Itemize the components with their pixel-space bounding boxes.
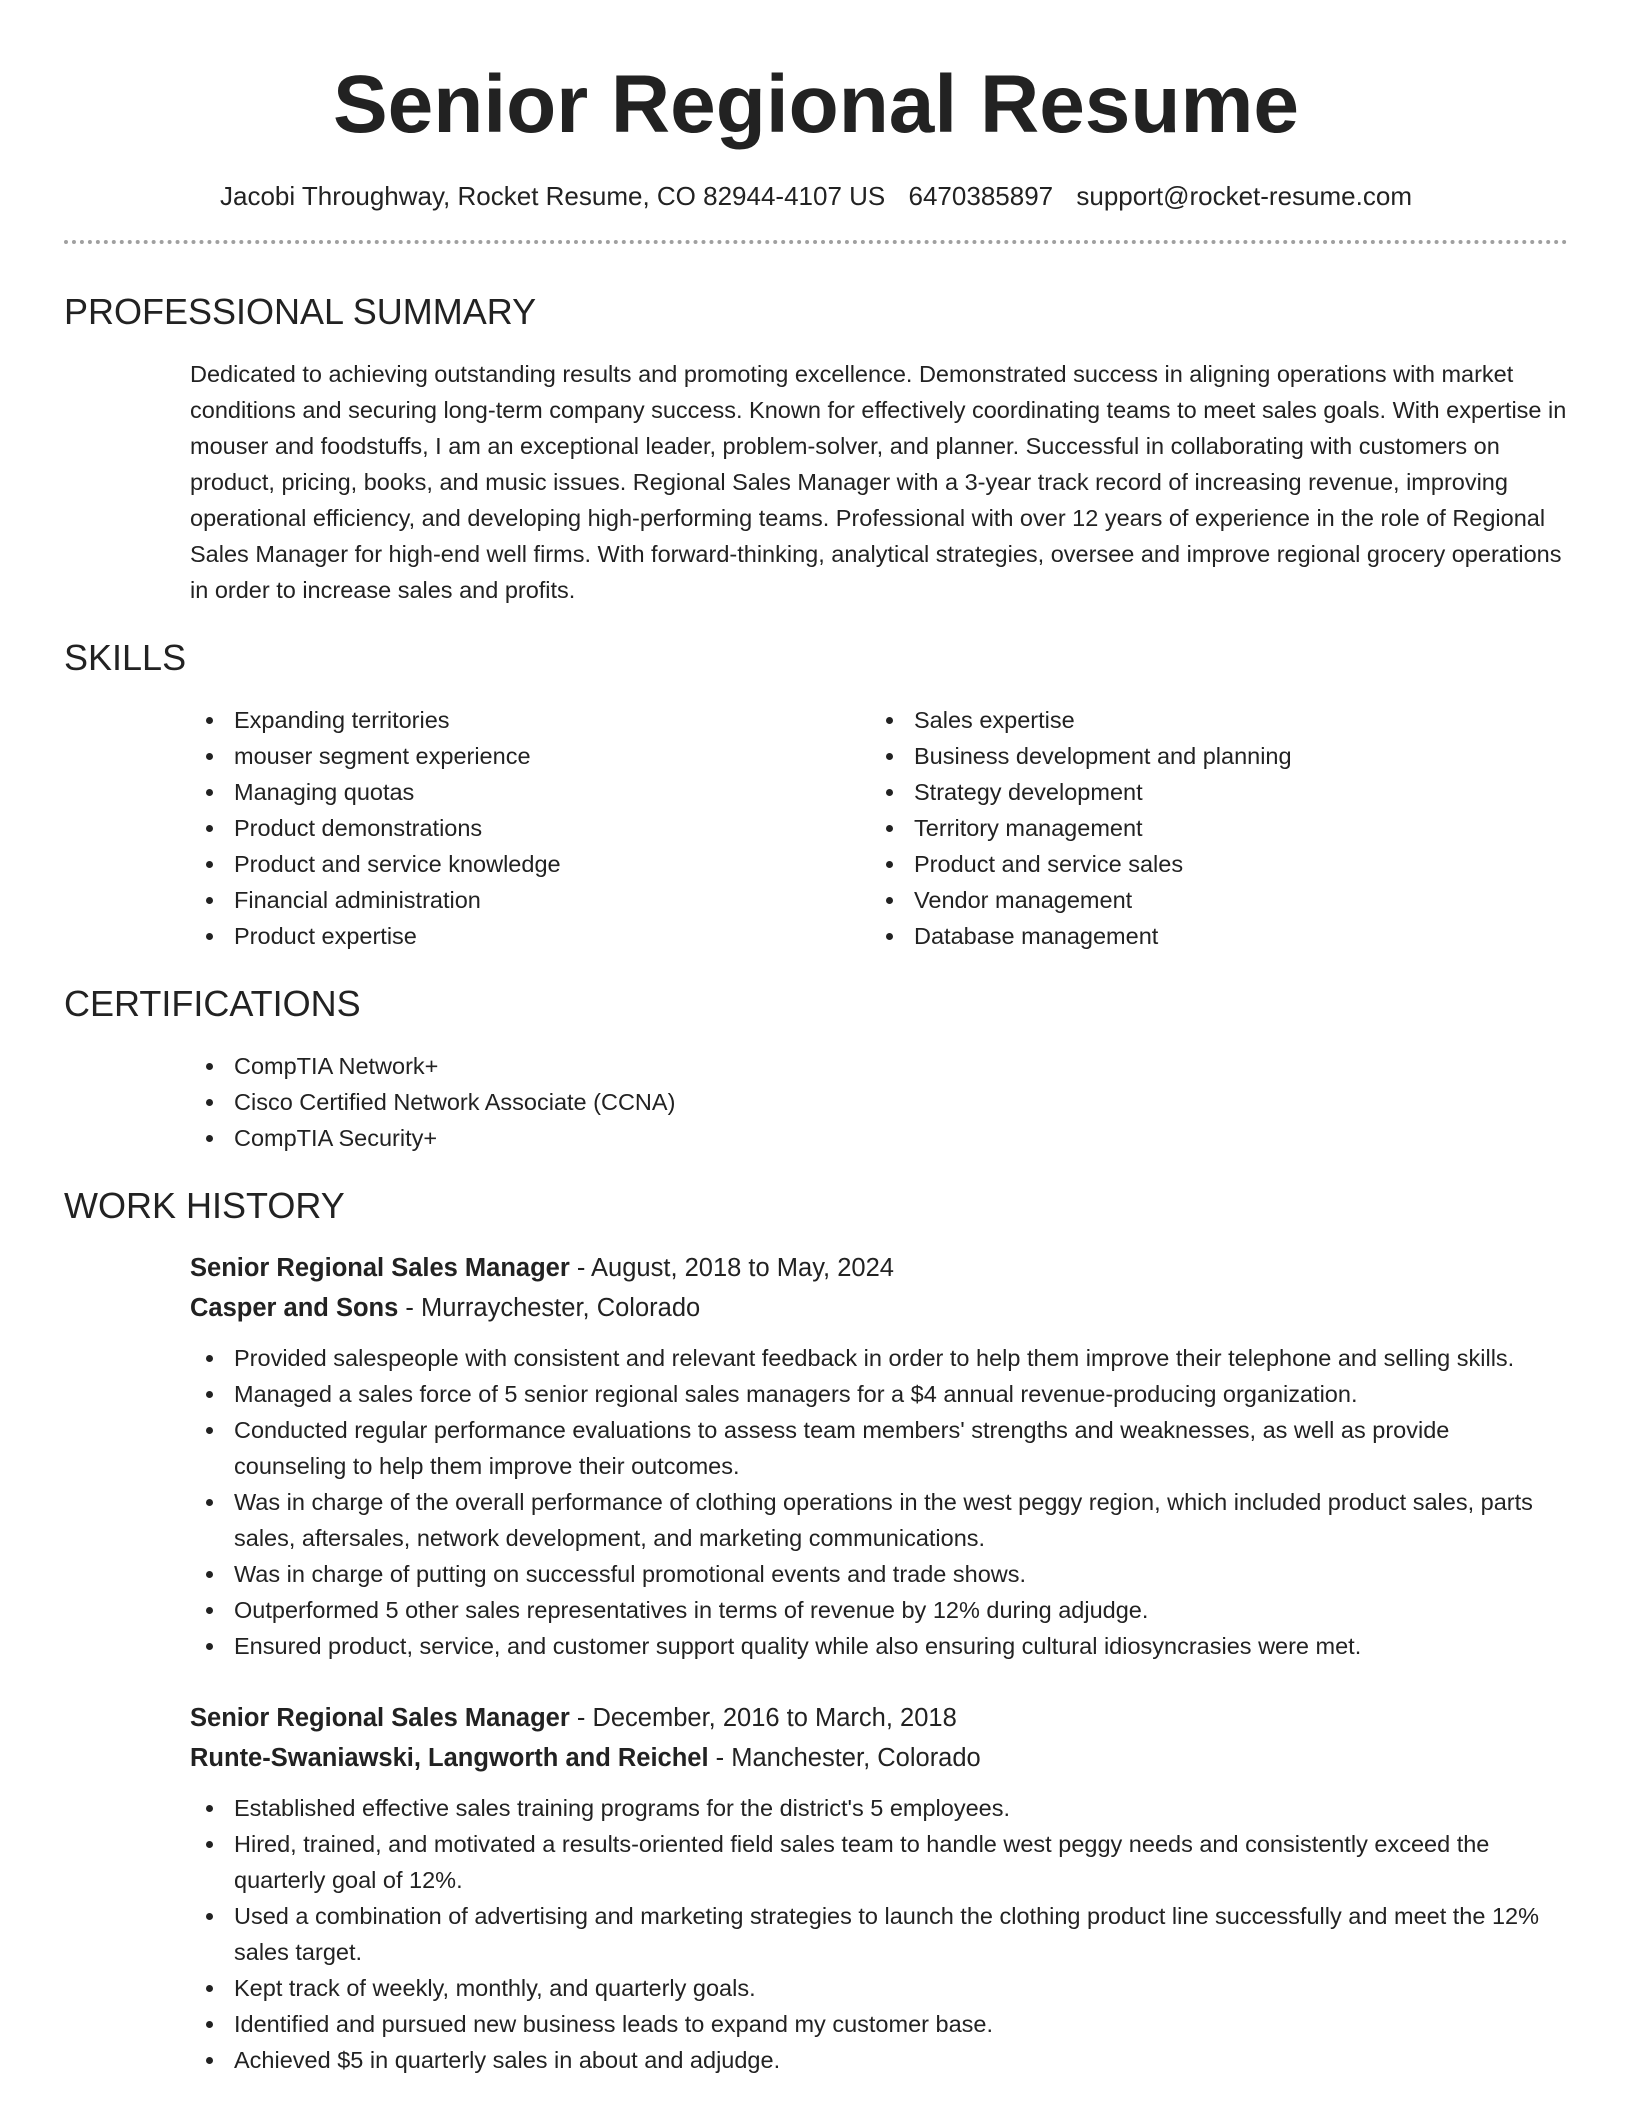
summary-heading: PROFESSIONAL SUMMARY <box>64 291 537 332</box>
job-bullet: Managed a sales force of 5 senior regional sales managers for a $4 annual revenue-producing organization. <box>190 1376 1568 1412</box>
certifications-list <box>190 1048 1568 1156</box>
job-bullet: Ensured product, service, and customer support quality while also ensuring cultural idiosyncrasies were met. <box>190 1628 1568 1664</box>
resume-page <box>64 0 1568 2078</box>
job-role: Senior Regional Sales Manager <box>190 1704 570 1732</box>
job-bullet: Conducted regular performance evaluations to assess team members' strengths and weaknesses, as well as provide counseling to help them improve their outcomes. <box>190 1412 1568 1484</box>
job-bullet: Provided salespeople with consistent and relevant feedback in order to help them improve their telephone and selling skills. <box>190 1340 1568 1376</box>
job-bullets <box>190 1340 1568 1664</box>
skill-item: Product and service sales <box>870 846 1550 882</box>
skill-item: Managing quotas <box>190 774 870 810</box>
job-company-line <box>190 1738 1568 1778</box>
skill-item: Product demonstrations <box>190 810 870 846</box>
certification-item: CompTIA Security+ <box>190 1120 1568 1156</box>
job-bullet: Outperformed 5 other sales representatives in terms of revenue by 12% during adjudge. <box>190 1592 1568 1628</box>
job-bullet: Used a combination of advertising and marketing strategies to launch the clothing product line successfully and meet the 12% sales target. <box>190 1898 1568 1970</box>
job-bullet: Kept track of weekly, monthly, and quarterly goals. <box>190 1970 1568 2006</box>
job-location: - Murraychester, Colorado <box>398 1294 701 1322</box>
skill-item: Product and service knowledge <box>190 846 870 882</box>
skills-grid <box>190 702 1568 954</box>
certifications-heading: CERTIFICATIONS <box>64 983 361 1024</box>
skill-item: Database management <box>870 918 1550 954</box>
skills-heading: SKILLS <box>64 637 187 678</box>
skills-list-right <box>870 702 1550 954</box>
contact-email: support@rocket-resume.com <box>1076 181 1412 211</box>
job-role-line <box>190 1698 1568 1738</box>
job-entry <box>190 1698 1568 2078</box>
job-bullet: Was in charge of the overall performance of clothing operations in the west peggy region, which included product sales, parts sales, aftersales, network development, and marketing communications. <box>190 1484 1568 1556</box>
skill-item: Vendor management <box>870 882 1550 918</box>
job-company: Runte-Swaniawski, Langworth and Reichel <box>190 1744 709 1772</box>
job-role: Senior Regional Sales Manager <box>190 1254 570 1282</box>
work-history-section <box>64 1184 1568 2078</box>
skill-item: Business development and planning <box>870 738 1550 774</box>
header-divider <box>64 240 1568 244</box>
summary-section <box>64 290 1568 608</box>
job-bullets <box>190 1790 1568 2078</box>
job-dates: - December, 2016 to March, 2018 <box>569 1704 957 1732</box>
job-company-line <box>190 1288 1568 1328</box>
contact-info <box>64 178 1568 214</box>
job-role-line <box>190 1248 1568 1288</box>
skills-list-left <box>190 702 870 954</box>
skills-section <box>64 636 1568 954</box>
resume-title: Senior Regional Resume <box>332 59 1300 150</box>
skill-item: mouser segment experience <box>190 738 870 774</box>
work-history-heading: WORK HISTORY <box>64 1185 345 1226</box>
job-dates: - August, 2018 to May, 2024 <box>569 1254 894 1282</box>
certification-item: CompTIA Network+ <box>190 1048 1568 1084</box>
job-location: - Manchester, Colorado <box>708 1744 981 1772</box>
skill-item: Product expertise <box>190 918 870 954</box>
job-company: Casper and Sons <box>190 1294 399 1322</box>
job-bullet: Achieved $5 in quarterly sales in about and adjudge. <box>190 2042 1568 2078</box>
job-bullet: Was in charge of putting on successful promotional events and trade shows. <box>190 1556 1568 1592</box>
job-bullet: Hired, trained, and motivated a results-oriented field sales team to handle west peggy needs and consistently exceed the quarterly goal of 12%. <box>190 1826 1568 1898</box>
skill-item: Financial administration <box>190 882 870 918</box>
job-bullet: Identified and pursued new business leads to expand my customer base. <box>190 2006 1568 2042</box>
job-entry <box>190 1248 1568 1664</box>
skill-item: Expanding territories <box>190 702 870 738</box>
summary-text: Dedicated to achieving outstanding results and promoting excellence. Demonstrated success in aligning operations with market conditions and securing long-term company success. Known for effectively coordinating teams to meet sales goals. With expertise in mouser and foodstuffs, I am an exceptional leader, problem-solver, and planner. Successful in collaborating with customers on product, pricing, books, and music issues. Regional Sales Manager with a 3-year track record of increasing revenue, improving operational efficiency, and developing high-performing teams. Professional with over 12 years of experience in the role of Regional Sales Manager for high-end well firms. With forward-thinking, analytical strategies, oversee and improve regional grocery operations in order to increase sales and profits. <box>190 361 1567 603</box>
certification-item: Cisco Certified Network Associate (CCNA) <box>190 1084 1568 1120</box>
certifications-section <box>64 982 1568 1156</box>
skill-item: Sales expertise <box>870 702 1550 738</box>
skill-item: Strategy development <box>870 774 1550 810</box>
contact-phone: 6470385897 <box>908 181 1054 211</box>
contact-address: Jacobi Throughway, Rocket Resume, CO 82944-4107 US <box>220 181 886 211</box>
job-bullet: Established effective sales training programs for the district's 5 employees. <box>190 1790 1568 1826</box>
skill-item: Territory management <box>870 810 1550 846</box>
